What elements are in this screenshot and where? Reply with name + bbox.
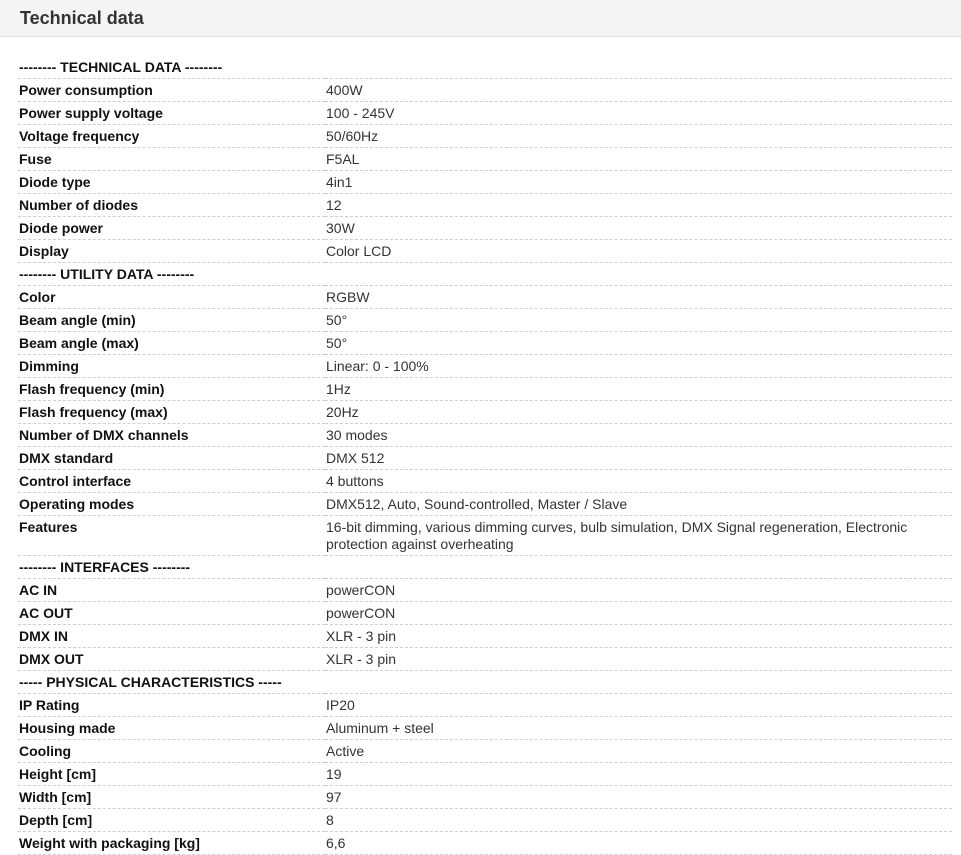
spec-row — [18, 378, 952, 401]
spec-row — [18, 148, 952, 171]
spec-label: Beam angle (max) — [18, 332, 325, 355]
spec-row — [18, 447, 952, 470]
spec-value: 30W — [325, 217, 952, 240]
spec-label: Number of diodes — [18, 194, 325, 217]
spec-row — [18, 79, 952, 102]
spec-value: 4in1 — [325, 171, 952, 194]
section-heading-row — [18, 263, 952, 286]
spec-label: Height [cm] — [18, 763, 325, 786]
spec-label: Color — [18, 286, 325, 309]
spec-row — [18, 401, 952, 424]
spec-row — [18, 309, 952, 332]
spec-label: Dimming — [18, 355, 325, 378]
spec-value: 6,6 — [325, 832, 952, 855]
spec-row — [18, 470, 952, 493]
spec-label: Power supply voltage — [18, 102, 325, 125]
section-heading-row — [18, 671, 952, 694]
spec-row — [18, 493, 952, 516]
spec-row — [18, 332, 952, 355]
spec-value: XLR - 3 pin — [325, 625, 952, 648]
spec-value: 50° — [325, 309, 952, 332]
spec-value: powerCON — [325, 602, 952, 625]
spec-label: Diode type — [18, 171, 325, 194]
technical-data-body — [18, 56, 952, 855]
spec-row — [18, 625, 952, 648]
spec-row — [18, 579, 952, 602]
spec-label: Fuse — [18, 148, 325, 171]
spec-row — [18, 217, 952, 240]
spec-value: 100 - 245V — [325, 102, 952, 125]
spec-label: DMX OUT — [18, 648, 325, 671]
spec-label: Beam angle (min) — [18, 309, 325, 332]
section-heading-row — [18, 56, 952, 79]
spec-row — [18, 355, 952, 378]
spec-label: DMX standard — [18, 447, 325, 470]
spec-row — [18, 171, 952, 194]
spec-value: 30 modes — [325, 424, 952, 447]
section-heading: -------- INTERFACES -------- — [18, 556, 952, 579]
spec-label: Operating modes — [18, 493, 325, 516]
technical-data-table — [18, 56, 952, 855]
spec-value: DMX512, Auto, Sound-controlled, Master / Slave — [325, 493, 952, 516]
spec-row — [18, 763, 952, 786]
spec-label: DMX IN — [18, 625, 325, 648]
section-heading-row — [18, 556, 952, 579]
spec-row — [18, 740, 952, 763]
spec-value: 50° — [325, 332, 952, 355]
spec-label: IP Rating — [18, 694, 325, 717]
spec-label: Depth [cm] — [18, 809, 325, 832]
spec-value: 400W — [325, 79, 952, 102]
spec-value: 97 — [325, 786, 952, 809]
spec-value: 8 — [325, 809, 952, 832]
section-heading: ----- PHYSICAL CHARACTERISTICS ----- — [18, 671, 952, 694]
spec-label: Width [cm] — [18, 786, 325, 809]
spec-value: 1Hz — [325, 378, 952, 401]
spec-label: Voltage frequency — [18, 125, 325, 148]
spec-value: Active — [325, 740, 952, 763]
spec-label: Weight with packaging [kg] — [18, 832, 325, 855]
spec-value: RGBW — [325, 286, 952, 309]
spec-value: 4 buttons — [325, 470, 952, 493]
spec-row — [18, 424, 952, 447]
spec-value: 19 — [325, 763, 952, 786]
spec-row — [18, 240, 952, 263]
section-heading: -------- UTILITY DATA -------- — [18, 263, 952, 286]
section-heading: -------- TECHNICAL DATA -------- — [18, 56, 952, 79]
spec-label: Flash frequency (min) — [18, 378, 325, 401]
spec-label: Housing made — [18, 717, 325, 740]
spec-label: Flash frequency (max) — [18, 401, 325, 424]
spec-row — [18, 602, 952, 625]
spec-label: Control interface — [18, 470, 325, 493]
section-title: Technical data — [20, 8, 144, 28]
spec-row — [18, 102, 952, 125]
spec-row — [18, 648, 952, 671]
spec-row — [18, 194, 952, 217]
spec-value: 12 — [325, 194, 952, 217]
spec-label: Diode power — [18, 217, 325, 240]
spec-row — [18, 286, 952, 309]
spec-row — [18, 809, 952, 832]
spec-value: IP20 — [325, 694, 952, 717]
spec-row — [18, 694, 952, 717]
spec-value: 16-bit dimming, various dimming curves, bulb simulation, DMX Signal regeneration, Electronic protection against overheating — [325, 516, 952, 556]
spec-label: Display — [18, 240, 325, 263]
spec-value: F5AL — [325, 148, 952, 171]
spec-label: Number of DMX channels — [18, 424, 325, 447]
spec-label: AC IN — [18, 579, 325, 602]
spec-value: 50/60Hz — [325, 125, 952, 148]
spec-value: Color LCD — [325, 240, 952, 263]
spec-row — [18, 516, 952, 556]
spec-label: Cooling — [18, 740, 325, 763]
spec-row — [18, 717, 952, 740]
spec-value: Aluminum + steel — [325, 717, 952, 740]
spec-value: Linear: 0 - 100% — [325, 355, 952, 378]
section-header — [0, 0, 961, 37]
spec-value: 20Hz — [325, 401, 952, 424]
spec-label: Power consumption — [18, 79, 325, 102]
spec-value: powerCON — [325, 579, 952, 602]
spec-row — [18, 832, 952, 855]
spec-value: DMX 512 — [325, 447, 952, 470]
spec-label: AC OUT — [18, 602, 325, 625]
spec-row — [18, 125, 952, 148]
spec-label: Features — [18, 516, 325, 556]
spec-value: XLR - 3 pin — [325, 648, 952, 671]
spec-row — [18, 786, 952, 809]
